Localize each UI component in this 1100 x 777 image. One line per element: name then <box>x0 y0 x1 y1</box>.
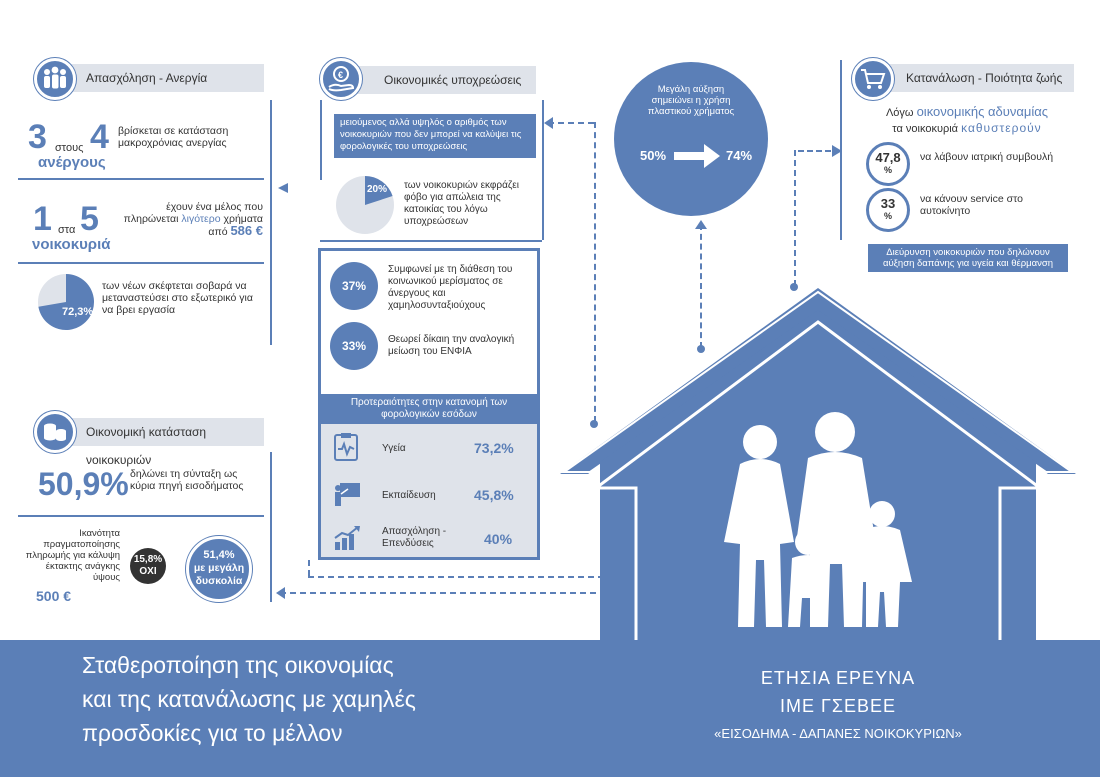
footer-headline-3: προσδοκίες για το μέλλον <box>82 720 343 746</box>
stat-1-of-5-b: 5 <box>80 200 99 238</box>
stat-3-of-4-a: 3 <box>28 118 47 156</box>
intro-highlight-2: καθυστερούν <box>961 121 1042 135</box>
low-pay-post: χρήματα από <box>208 213 263 238</box>
emergency-text: Ικανότητα πραγματοποίησης πληρωμής για κάλυψη έκτακτης ανάγκης ύψους <box>25 528 120 583</box>
consumption-intro-1 <box>862 104 1072 119</box>
pension-value: 50,9% <box>38 466 129 502</box>
euro-hand-icon <box>320 58 362 100</box>
svg-text:€: € <box>338 70 344 80</box>
stat-1-of-5-a: 1 <box>33 200 52 238</box>
stat-1-of-5-mid: στα <box>58 224 76 236</box>
tax-obligations-box: μειούμενος αλλά υψηλός ο αριθμός των νοικοκυριών που δεν μπορεί να καλύψει τις φορολογικές του υποχρεώσεις <box>334 114 536 158</box>
emigration-pie <box>36 272 96 332</box>
stat-3-of-4-b: 4 <box>90 118 109 156</box>
investment-icon <box>332 524 362 557</box>
heating-box: Διεύρυνση νοικοκυριών που δηλώνουν αύξηση δαπάνης για υγεία και θέρμανση <box>868 244 1068 272</box>
intro-pre: Λόγω <box>885 107 914 119</box>
stat-3-of-4-mid: στους <box>55 142 84 154</box>
hard-label: με μεγάλη δυσκολία <box>193 562 245 587</box>
no-value: 15,8% <box>133 554 163 565</box>
home-loss-value: 20% <box>367 184 388 195</box>
household-finances-header: Οικονομική κατάσταση νοικοκυριών <box>42 418 264 446</box>
medical-value: 47,8 <box>875 150 901 165</box>
low-pay-text <box>118 201 263 238</box>
home-loss-text: των νοικοκυριών εκφράζει φόβο για απώλεια της κατοικίας του λόγω υποχρεώσεων <box>404 180 519 227</box>
priority-label-education: Εκπαίδευση <box>382 490 436 501</box>
people-icon <box>34 58 76 100</box>
emigration-text: των νέων σκέφτεται σοβαρά να μεταναστεύσει στο εξωτερικό για να βρει εργασία <box>102 280 253 316</box>
service-text: να κάνουν service στο αυτοκίνητο <box>920 193 1023 217</box>
low-pay-highlight: λιγότερο <box>181 213 221 225</box>
stat-1-of-5-label: νοικοκυριά <box>32 236 111 253</box>
enfia-text: Θεωρεί δίκαιη την αναλογική μείωση του ΕΝΦΙΑ <box>388 334 515 357</box>
connector <box>308 560 310 576</box>
priority-value-employment: 40% <box>484 531 513 547</box>
cart-icon <box>852 58 894 100</box>
employment-vline <box>270 100 272 345</box>
employment-header: Απασχόληση - Ανεργία <box>42 64 264 92</box>
arrow-up-icon <box>695 220 707 230</box>
dividend-circle: 37% <box>330 262 378 310</box>
priority-value-health: 73,2% <box>474 440 514 456</box>
emigration-value: 72,3% <box>62 306 94 318</box>
intro-highlight: οικονομικής αδυναμίας <box>916 104 1049 119</box>
pension-text: δηλώνει τη σύνταξη ως κύρια πηγή εισοδήματος <box>130 468 244 492</box>
coins-icon <box>34 411 76 453</box>
arrow-left-icon <box>276 587 286 599</box>
stat-3-of-4-label: ανέργους <box>38 154 106 171</box>
survey-title-3: «ΕΙΣΟΔΗΜΑ - ΔΑΠΑΝΕΣ ΝΟΙΚΟΚΥΡΙΩΝ» <box>714 726 962 741</box>
arrow-left-icon <box>278 183 292 193</box>
low-pay-pre: έχουν ένα μέλος που πληρώνεται <box>123 201 263 225</box>
hard-circle <box>186 536 252 602</box>
household-vline <box>270 452 272 602</box>
arrow-right-icon <box>674 142 722 170</box>
priorities-title: Προτεραιότητες στην κατανομή των φορολογικών εσόδων <box>321 394 537 424</box>
education-icon <box>332 480 362 513</box>
medical-circle <box>866 142 910 186</box>
intro-pre-2: τα νοικοκυριά <box>892 123 959 135</box>
low-pay-amount: 586 € <box>230 223 263 238</box>
hard-value: 51,4% <box>203 549 235 561</box>
consumption-intro-2 <box>862 121 1072 135</box>
dividend-text: Συμφωνεί με τη διάθεση του κοινωνικού μερίσματος σε άνεργους και χαμηλοσυνταξιούχους <box>388 264 513 311</box>
priority-label-health: Υγεία <box>382 443 406 454</box>
survey-title-1: ΕΤΗΣΙΑ ΕΡΕΥΝΑ <box>760 668 916 688</box>
service-circle <box>866 188 910 232</box>
service-value: 33 <box>880 196 896 211</box>
connector <box>794 150 796 286</box>
no-label: ΟΧΙ <box>139 566 157 577</box>
obligations-header: Οικονομικές υποχρεώσεις <box>330 66 536 94</box>
medical-unit: % <box>883 165 892 175</box>
health-icon <box>332 432 360 467</box>
obligations-vline-left <box>320 100 322 180</box>
long-unemployment-text: βρίσκεται σε κατάσταση μακροχρόνιας ανεργίας <box>118 125 229 149</box>
priority-value-education: 45,8% <box>474 487 514 503</box>
plastic-money-text: Μεγάλη αύξηση σημειώνει η χρήση πλαστικού χρήματος <box>647 84 735 117</box>
divider <box>18 262 264 264</box>
connector <box>548 122 594 124</box>
arrow-right-icon <box>832 145 842 157</box>
enfia-circle: 33% <box>330 322 378 370</box>
footer-headline-2: και της κατανάλωσης με χαμηλές <box>82 686 416 712</box>
service-unit: % <box>883 211 892 221</box>
plastic-to: 74% <box>726 148 753 163</box>
emergency-amount: 500 € <box>36 588 72 604</box>
survey-title-2: ΙΜΕ ΓΣΕΒΕΕ <box>779 696 897 716</box>
consumption-header: Κατανάλωση - Ποιότητα ζωής <box>866 64 1074 92</box>
divider <box>18 178 264 180</box>
no-circle <box>130 548 166 584</box>
arrow-left-icon <box>544 117 554 129</box>
plastic-money-circle <box>614 62 768 216</box>
priority-label-employment: Απασχόληση - Επενδύσεις <box>382 526 447 549</box>
footer-headline-1: Σταθεροποίηση της οικονομίας <box>82 652 394 678</box>
plastic-from: 50% <box>640 148 667 163</box>
divider <box>18 515 264 517</box>
divider <box>320 240 542 242</box>
medical-text: να λάβουν ιατρική συμβουλή <box>920 151 1054 163</box>
